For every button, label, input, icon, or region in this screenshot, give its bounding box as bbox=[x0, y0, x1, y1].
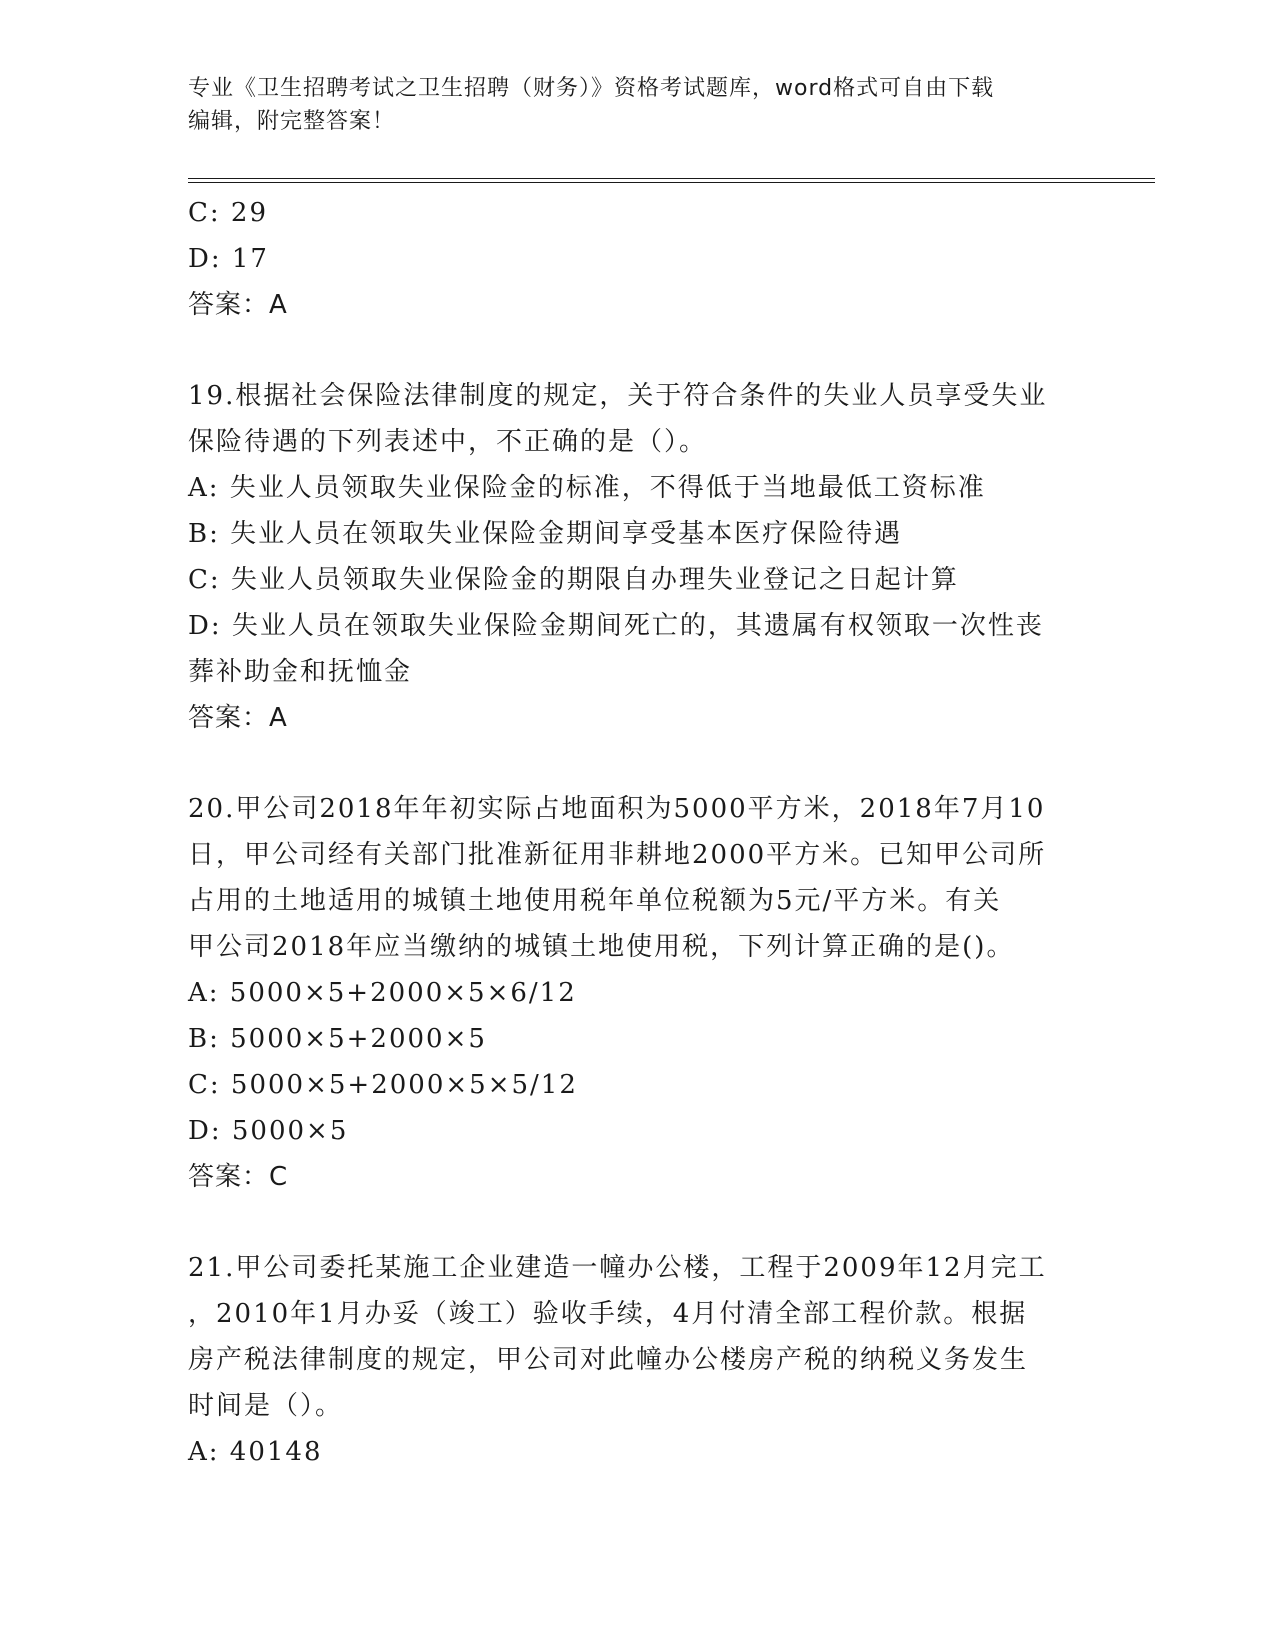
document-header bbox=[188, 72, 1068, 138]
spacer bbox=[188, 741, 1088, 786]
q19-option-b: B: 失业人员在领取失业保险金期间享受基本医疗保险待遇 bbox=[188, 519, 903, 549]
prev-answer: 答案：A bbox=[188, 290, 288, 320]
q19-answer: 答案：A bbox=[188, 703, 288, 733]
q21-stem-line-1: 21.甲公司委托某施工企业建造一幢办公楼，工程于2009年12月完工 bbox=[188, 1253, 1047, 1283]
q20-answer: 答案：C bbox=[188, 1162, 289, 1192]
header-divider-bottom bbox=[188, 182, 1155, 183]
q19-option-a: A: 失业人员领取失业保险金的标准，不得低于当地最低工资标准 bbox=[188, 473, 986, 503]
q20-stem-line-3: 占用的土地适用的城镇土地使用税年单位税额为5元/平方米。有关 bbox=[188, 886, 1002, 916]
spacer bbox=[188, 328, 1088, 373]
header-divider-top bbox=[188, 178, 1155, 179]
q19-option-c: C: 失业人员领取失业保险金的期限自办理失业登记之日起计算 bbox=[188, 565, 959, 595]
q21-option-a: A: 40148 bbox=[188, 1437, 323, 1467]
q20-option-d: D: 5000×5 bbox=[188, 1116, 349, 1146]
q20-stem-line-4: 甲公司2018年应当缴纳的城镇土地使用税，下列计算正确的是()。 bbox=[188, 932, 1015, 962]
q20-option-b: B: 5000×5+2000×5 bbox=[188, 1024, 487, 1054]
q21-stem-line-2: ，2010年1月办妥（竣工）验收手续，4月付清全部工程价款。根据 bbox=[188, 1299, 1028, 1329]
q20-option-c: C: 5000×5+2000×5×5/12 bbox=[188, 1070, 578, 1100]
spacer bbox=[188, 1200, 1088, 1245]
q21-stem-line-3: 房产税法律制度的规定，甲公司对此幢办公楼房产税的纳税义务发生 bbox=[188, 1345, 1029, 1375]
q19-option-d-line-1: D: 失业人员在领取失业保险金期间死亡的，其遗属有权领取一次性丧 bbox=[188, 611, 1044, 641]
header-line-1: 专业《卫生招聘考试之卫生招聘（财务）》资格考试题库，word格式可自由下载 bbox=[188, 76, 995, 101]
prev-option-c: C: 29 bbox=[188, 198, 269, 228]
q19-option-d-line-2: 葬补助金和抚恤金 bbox=[188, 657, 413, 687]
prev-option-d: D: 17 bbox=[188, 244, 269, 274]
question-content bbox=[188, 190, 1088, 1475]
q19-stem-line-2: 保险待遇的下列表述中，不正确的是（）。 bbox=[188, 427, 708, 457]
q20-stem-line-1: 20.甲公司2018年年初实际占地面积为5000平方米，2018年7月10 bbox=[188, 794, 1046, 824]
header-line-2: 编辑，附完整答案！ bbox=[188, 109, 396, 134]
q20-option-a: A: 5000×5+2000×5×6/12 bbox=[188, 978, 577, 1008]
q21-stem-line-4: 时间是（）。 bbox=[188, 1391, 344, 1421]
q20-stem-line-2: 日，甲公司经有关部门批准新征用非耕地2000平方米。已知甲公司所 bbox=[188, 840, 1047, 870]
q19-stem-line-1: 19.根据社会保险法律制度的规定，关于符合条件的失业人员享受失业 bbox=[188, 381, 1048, 411]
